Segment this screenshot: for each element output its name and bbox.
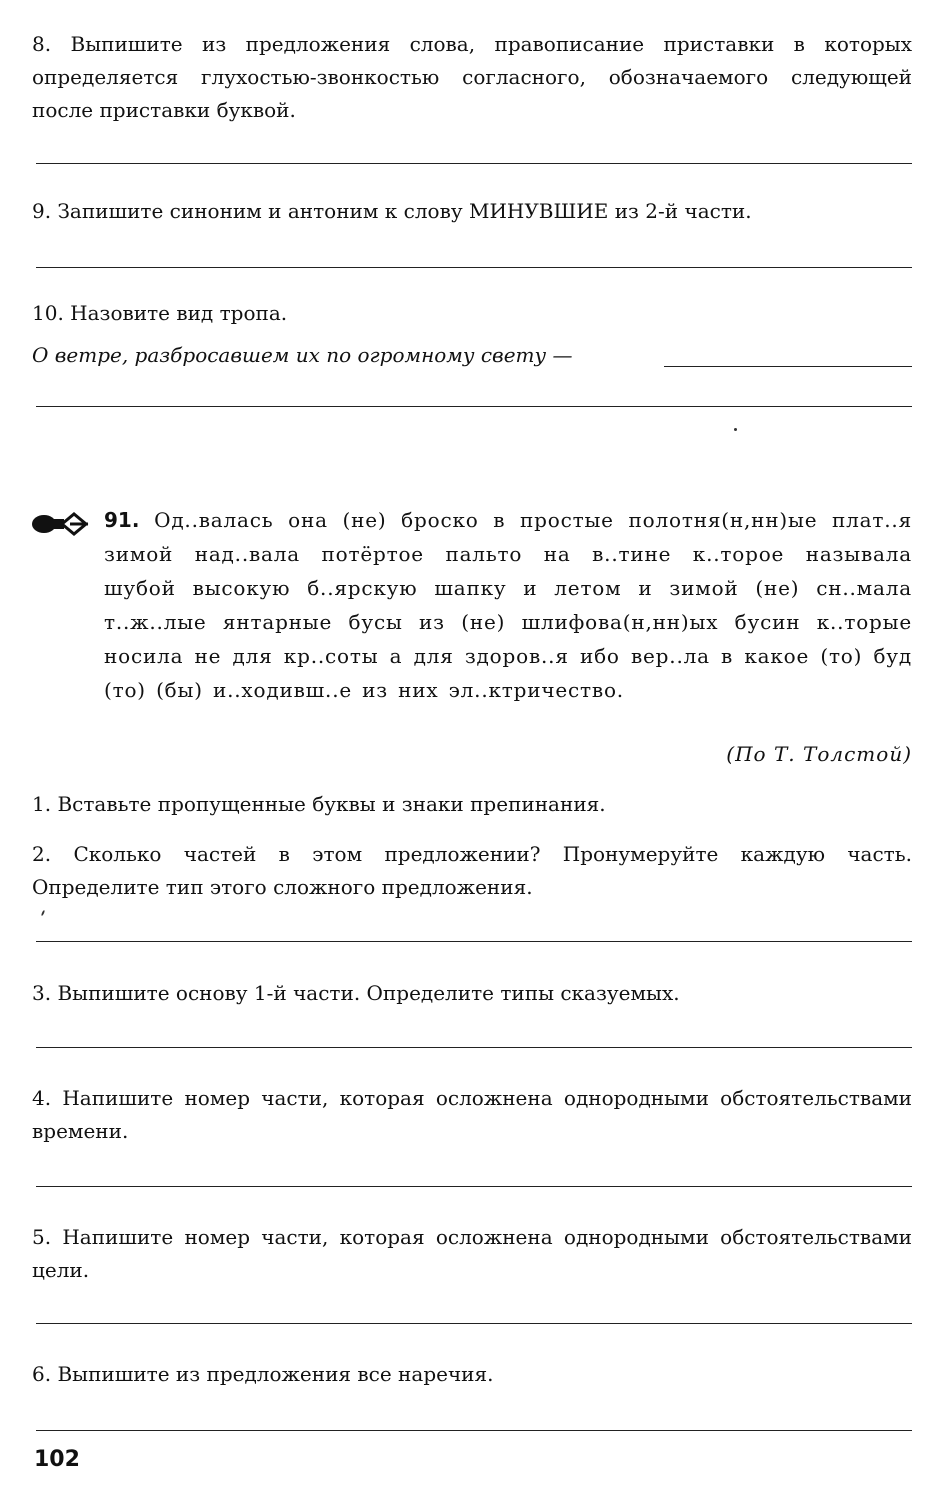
exercise-number: 91. (104, 508, 140, 532)
answer-line[interactable] (36, 406, 912, 407)
task-text: Напишите номер части, которая осложнена однородными обстоятельствами времени. (32, 1086, 912, 1143)
task-number: 2. (32, 842, 52, 866)
answer-line[interactable] (36, 267, 912, 268)
task-4 (32, 1082, 912, 1148)
answer-line[interactable] (36, 1047, 912, 1048)
trope-example: О ветре, разбросавшем их по огромному свету — (32, 343, 573, 367)
task-6 (32, 1358, 912, 1391)
print-speck (734, 428, 737, 431)
answer-line[interactable] (36, 163, 912, 164)
task-text: Напишите номер части, которая осложнена однородными обстоятельствами цели. (32, 1225, 912, 1282)
question-8 (32, 28, 912, 127)
task-2 (32, 838, 912, 904)
question-number: 8. (32, 32, 52, 56)
answer-line[interactable] (36, 941, 912, 942)
answer-line-inline[interactable] (664, 366, 912, 367)
page-number: 102 (34, 1447, 80, 1472)
task-5 (32, 1221, 912, 1287)
question-text: Выпишите из предложения слова, правописание приставки в которых определяется глухостью-звонкостью согласного, обозначаемого следующей после приставки буквой. (32, 32, 912, 122)
task-number: 3. (32, 981, 52, 1005)
task-3 (32, 977, 912, 1010)
exercise-91 (104, 503, 912, 707)
exercise-text: Од..валась она (не) броско в простые полотня(н,нн)ые плат..я зимой над..вала потёртое пальто на в..тине к..торое называла шубой высокую б..ярскую шапку и летом и зимой (не) сн..мала т..ж..лые янтарные бусы из (не) шлифова(н,нн)ых бусин к..торые носила не для кр..соты а для здоров..я ибо вер..ла в какое (то) буд (то) (бы) и..ходивш..е из них эл..ктричество. (104, 508, 912, 702)
print-speck (41, 910, 45, 916)
task-number: 6. (32, 1362, 52, 1386)
task-text: Выпишите из предложения все наречия. (57, 1362, 494, 1386)
task-1 (32, 788, 912, 821)
pointing-hand-icon (30, 511, 92, 537)
task-text: Сколько частей в этом предложении? Пронумеруйте каждую часть. Определите тип этого сложного предложения. (32, 842, 912, 899)
task-text: Выпишите основу 1-й части. Определите типы сказуемых. (57, 981, 680, 1005)
task-text: Вставьте пропущенные буквы и знаки препинания. (57, 792, 606, 816)
answer-line[interactable] (36, 1323, 912, 1324)
task-number: 4. (32, 1086, 52, 1110)
task-number: 5. (32, 1225, 52, 1249)
task-number: 1. (32, 792, 52, 816)
exercise-attribution: (По Т. Толстой) (726, 742, 912, 766)
question-text: Назовите вид тропа. (70, 301, 288, 325)
answer-line[interactable] (36, 1186, 912, 1187)
question-9 (32, 195, 912, 228)
answer-line[interactable] (36, 1430, 912, 1431)
question-text: Запишите синоним и антоним к слову МИНУВШИЕ из 2-й части. (57, 199, 752, 223)
question-10 (32, 297, 912, 330)
question-number: 9. (32, 199, 52, 223)
question-number: 10. (32, 301, 64, 325)
